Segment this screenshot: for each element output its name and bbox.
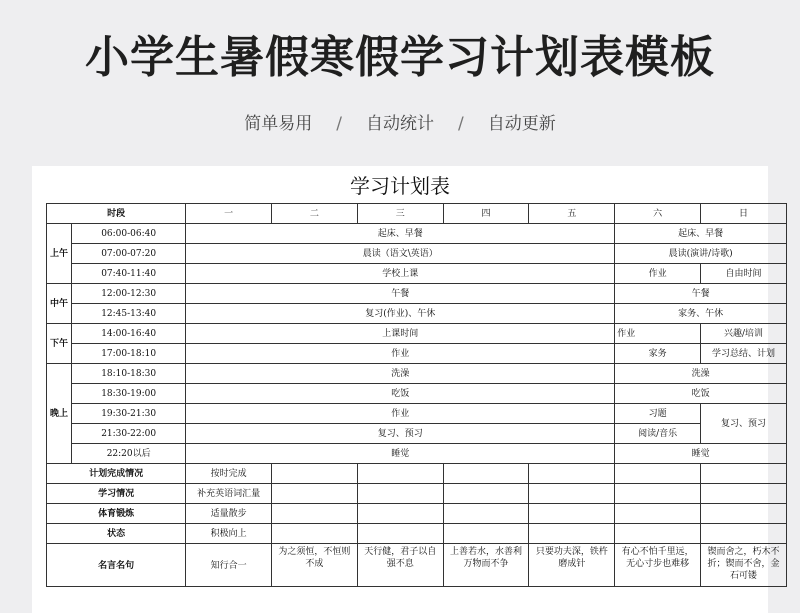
weekday-cell: 晨读（语文\英语） xyxy=(186,244,615,264)
weekday-cell: 复习、预习 xyxy=(186,424,615,444)
summary-row xyxy=(47,464,787,484)
separator: / xyxy=(336,114,342,134)
column-header-period: 时段 xyxy=(47,204,186,224)
quote-cell: 只要功夫深，铁杵磨成针 xyxy=(529,544,615,587)
summary-row xyxy=(47,504,787,524)
summary-cell xyxy=(443,524,529,544)
column-header-wed: 三 xyxy=(357,204,443,224)
sunday-cell: 复习、预习 xyxy=(701,404,787,444)
column-header-thu: 四 xyxy=(443,204,529,224)
summary-cell xyxy=(615,464,701,484)
time-cell: 22:20以后 xyxy=(72,444,186,464)
time-cell: 06:00-06:40 xyxy=(72,224,186,244)
summary-cell xyxy=(272,524,358,544)
saturday-cell: 习题 xyxy=(615,404,701,424)
quote-cell: 上善若水，水善利万物而不争 xyxy=(443,544,529,587)
time-cell: 17:00-18:10 xyxy=(72,344,186,364)
summary-cell xyxy=(272,504,358,524)
time-cell: 18:10-18:30 xyxy=(72,364,186,384)
summary-cell xyxy=(357,524,443,544)
weekday-cell: 起床、早餐 xyxy=(186,224,615,244)
time-cell: 19:30-21:30 xyxy=(72,404,186,424)
sheet-title: 学习计划表 xyxy=(350,174,450,198)
weekday-cell: 学校上课 xyxy=(186,264,615,284)
summary-label: 体育锻炼 xyxy=(47,504,186,524)
weekend-cell: 午餐 xyxy=(615,284,787,304)
period-morning: 上午 xyxy=(47,224,72,284)
table-row xyxy=(47,364,787,384)
time-cell: 07:00-07:20 xyxy=(72,244,186,264)
sunday-cell: 自由时间 xyxy=(701,264,787,284)
weekend-cell: 起床、早餐 xyxy=(615,224,787,244)
saturday-cell: 作业 xyxy=(615,324,701,344)
feature-auto-stats: 自动统计 xyxy=(366,114,434,134)
summary-cell xyxy=(357,484,443,504)
weekday-cell: 上课时间 xyxy=(186,324,615,344)
column-header-sat: 六 xyxy=(615,204,701,224)
weekend-cell: 睡觉 xyxy=(615,444,787,464)
summary-cell: 按时完成 xyxy=(186,464,272,484)
study-plan-table xyxy=(46,203,787,587)
summary-cell xyxy=(272,484,358,504)
table-row xyxy=(47,244,787,264)
summary-cell: 适量散步 xyxy=(186,504,272,524)
summary-label: 名言名句 xyxy=(47,544,186,587)
table-row xyxy=(47,384,787,404)
summary-cell xyxy=(357,464,443,484)
quote-cell: 天行健，君子以自强不息 xyxy=(357,544,443,587)
table-row xyxy=(47,304,787,324)
table-row xyxy=(47,284,787,304)
quote-cell: 有心不怕千里远，无心寸步也难移 xyxy=(615,544,701,587)
summary-cell xyxy=(529,484,615,504)
column-header-mon: 一 xyxy=(186,204,272,224)
table-row xyxy=(47,444,787,464)
weekday-cell: 洗澡 xyxy=(186,364,615,384)
time-cell: 12:00-12:30 xyxy=(72,284,186,304)
summary-label: 状态 xyxy=(47,524,186,544)
summary-cell xyxy=(615,524,701,544)
summary-cell xyxy=(615,504,701,524)
sunday-cell: 兴趣/培训 xyxy=(701,324,787,344)
summary-cell: 积极向上 xyxy=(186,524,272,544)
summary-row xyxy=(47,544,787,587)
weekday-cell: 作业 xyxy=(186,404,615,424)
quote-cell: 锲而舍之，朽木不折；锲而不舍，金石可镂 xyxy=(701,544,787,587)
period-noon: 中午 xyxy=(47,284,72,324)
table-header-row xyxy=(47,204,787,224)
table-row xyxy=(47,324,787,344)
summary-cell xyxy=(615,484,701,504)
table-row xyxy=(47,404,787,424)
column-header-tue: 二 xyxy=(272,204,358,224)
summary-cell xyxy=(529,504,615,524)
weekday-cell: 复习(作业)、午休 xyxy=(186,304,615,324)
feature-tagline xyxy=(0,112,800,136)
summary-cell xyxy=(443,504,529,524)
weekday-cell: 作业 xyxy=(186,344,615,364)
spreadsheet-preview xyxy=(32,166,780,613)
page-title: 小学生暑假寒假学习计划表模板 xyxy=(85,32,715,83)
saturday-cell: 阅读/音乐 xyxy=(615,424,701,444)
sunday-cell: 学习总结、计划 xyxy=(701,344,787,364)
summary-cell xyxy=(272,464,358,484)
time-cell: 12:45-13:40 xyxy=(72,304,186,324)
saturday-cell: 作业 xyxy=(615,264,701,284)
summary-label: 学习情况 xyxy=(47,484,186,504)
table-row xyxy=(47,264,787,284)
weekday-cell: 午餐 xyxy=(186,284,615,304)
summary-row xyxy=(47,484,787,504)
column-header-sun: 日 xyxy=(701,204,787,224)
time-cell: 21:30-22:00 xyxy=(72,424,186,444)
time-cell: 18:30-19:00 xyxy=(72,384,186,404)
weekend-cell: 洗澡 xyxy=(615,364,787,384)
table-row xyxy=(47,344,787,364)
quote-cell: 为之须恒，不恒则不成 xyxy=(272,544,358,587)
summary-cell xyxy=(529,464,615,484)
weekday-cell: 睡觉 xyxy=(186,444,615,464)
summary-cell xyxy=(357,504,443,524)
period-afternoon: 下午 xyxy=(47,324,72,364)
summary-cell xyxy=(701,524,787,544)
summary-cell xyxy=(701,484,787,504)
summary-cell xyxy=(443,484,529,504)
time-cell: 07:40-11:40 xyxy=(72,264,186,284)
saturday-cell: 家务 xyxy=(615,344,701,364)
summary-cell: 知行合一 xyxy=(186,544,272,587)
summary-cell xyxy=(701,464,787,484)
summary-label: 计划完成情况 xyxy=(47,464,186,484)
feature-auto-update: 自动更新 xyxy=(487,114,556,134)
column-header-fri: 五 xyxy=(529,204,615,224)
summary-cell xyxy=(443,464,529,484)
separator: / xyxy=(458,114,464,134)
weekend-cell: 家务、午休 xyxy=(615,304,787,324)
table-row xyxy=(47,424,787,444)
feature-easy: 简单易用 xyxy=(244,114,313,134)
weekday-cell: 吃饭 xyxy=(186,384,615,404)
period-evening: 晚上 xyxy=(47,364,72,464)
summary-cell xyxy=(701,504,787,524)
weekend-cell: 晨读(演讲/诗歌) xyxy=(615,244,787,264)
summary-cell xyxy=(529,524,615,544)
time-cell: 14:00-16:40 xyxy=(72,324,186,344)
weekend-cell: 吃饭 xyxy=(615,384,787,404)
summary-row xyxy=(47,524,787,544)
summary-cell: 补充英语词汇量 xyxy=(186,484,272,504)
table-row xyxy=(47,224,787,244)
